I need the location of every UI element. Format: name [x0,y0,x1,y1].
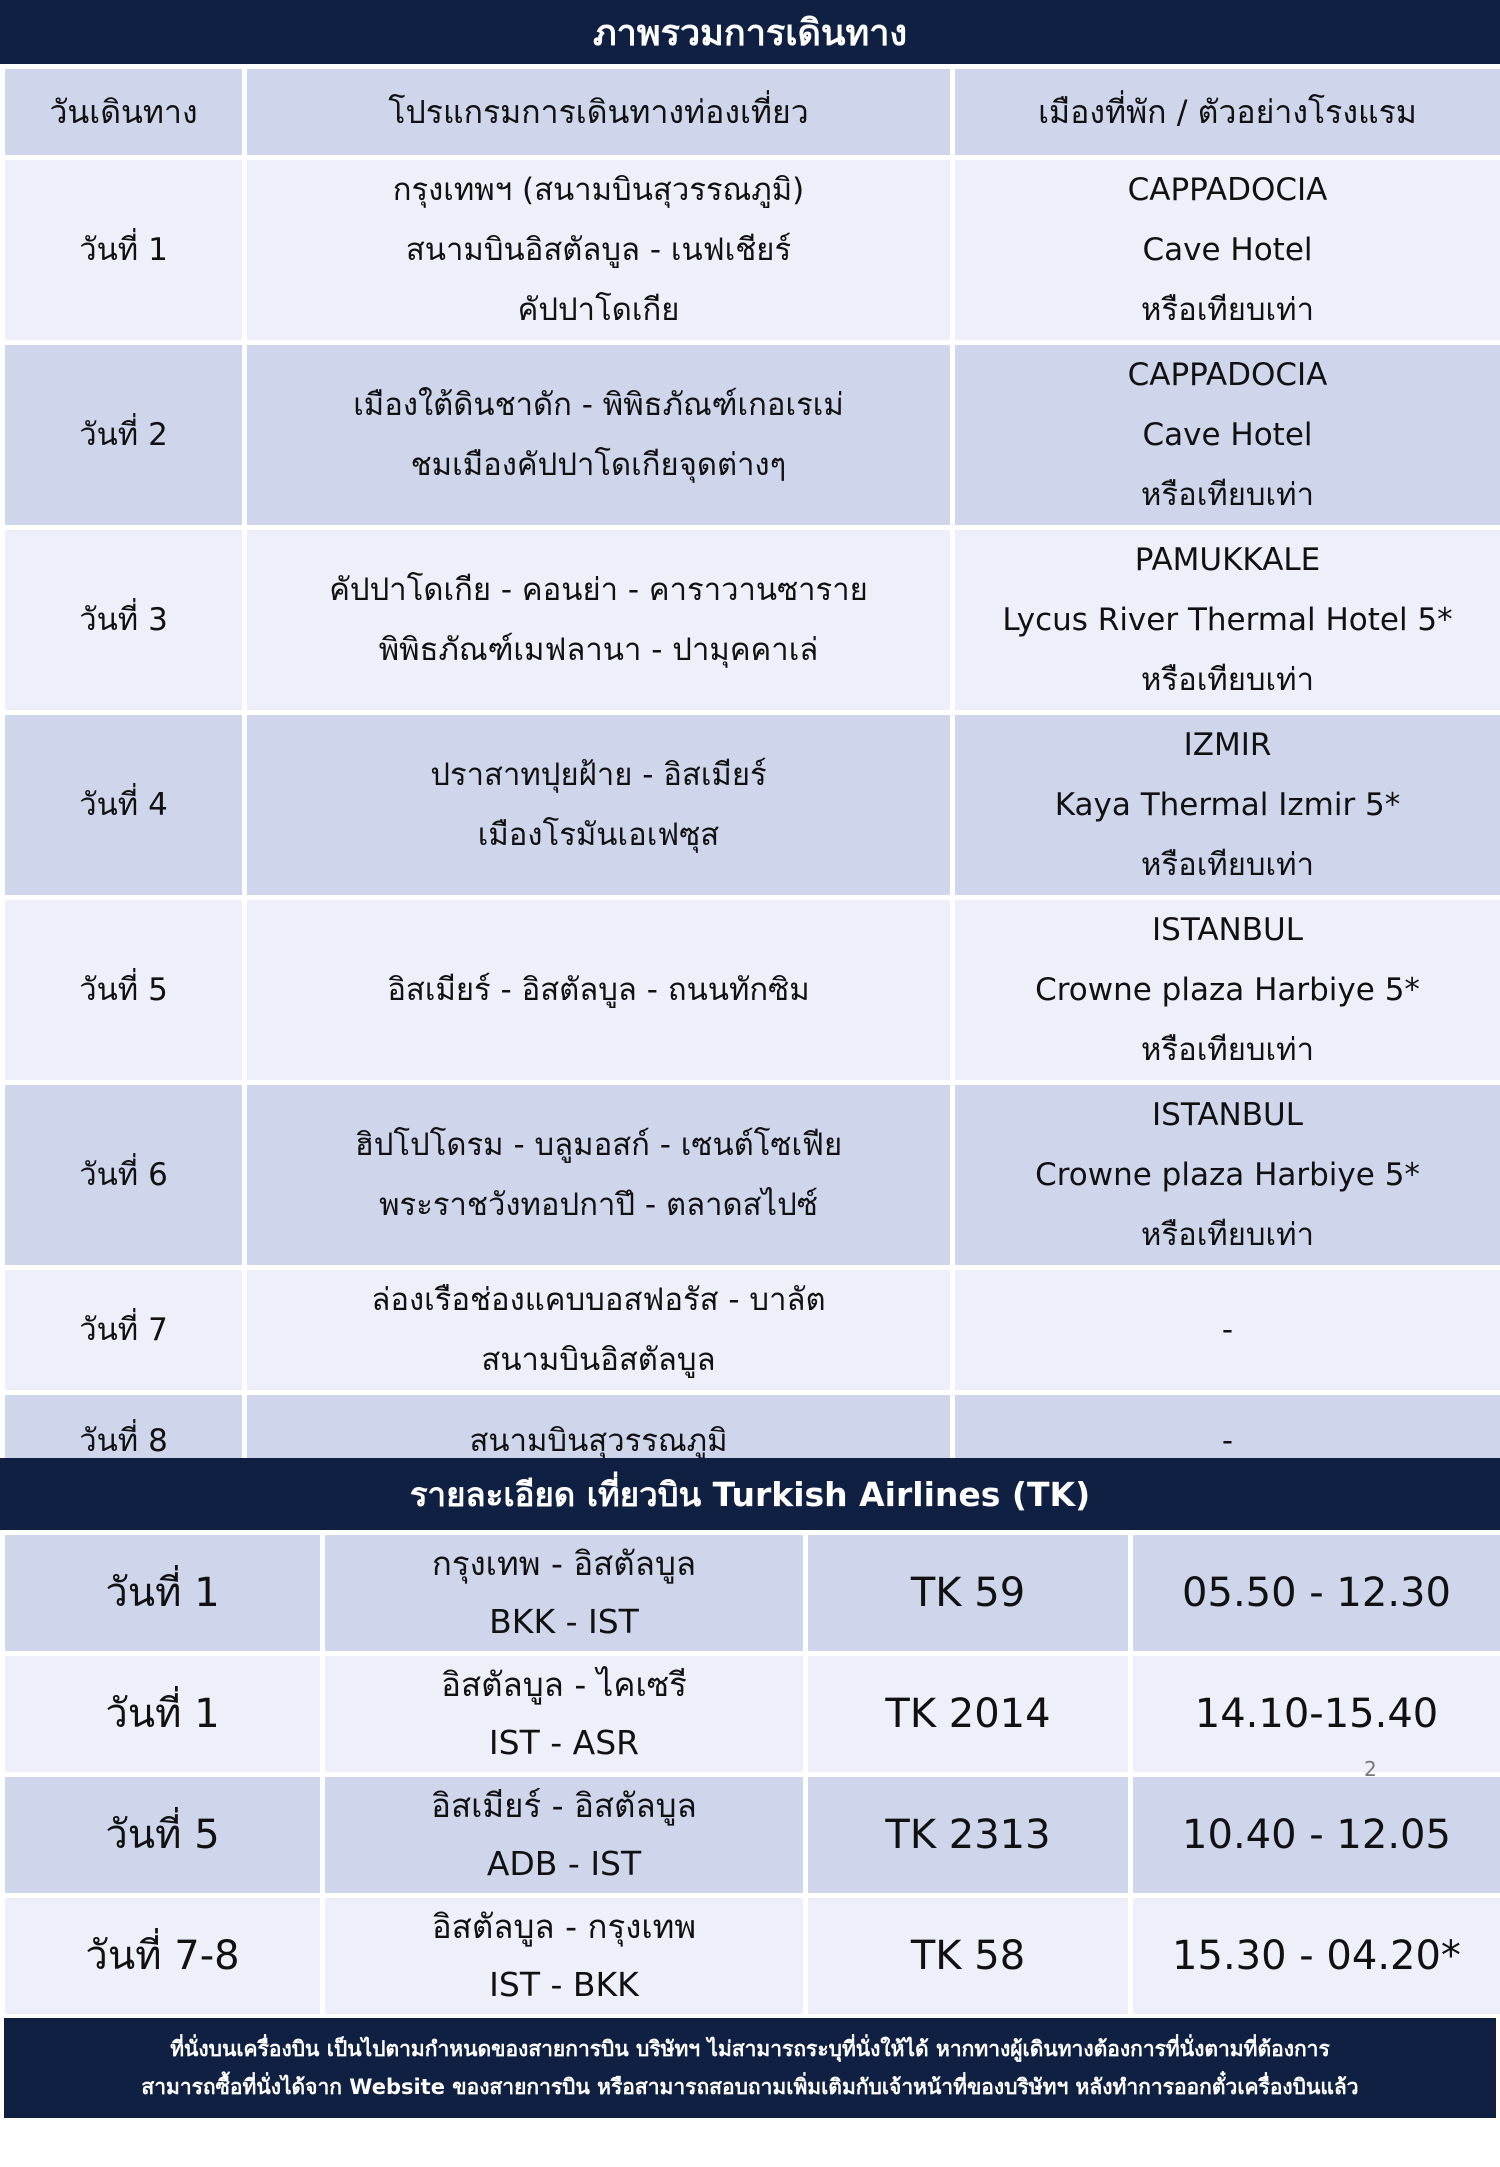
day-cell: วันที่ 7 [3,1268,245,1393]
program-cell [245,343,953,528]
hotel-equivalent: หรือเทียบเท่า [1140,1217,1314,1253]
flight-time: 15.30 - 04.20* [1131,1896,1500,2017]
hotel-city: ISTANBUL [1152,1097,1303,1133]
program-line: สนามบินสุวรรณภูมิ [469,1422,728,1459]
program-line: อิสเมียร์ - อิสตัลบูล - ถนนทักซิม [387,972,810,1008]
program-line: พิพิธภัณฑ์เมฟลานา - ปามุคคาเล่ [378,632,819,668]
flight-table [0,1530,1500,2019]
hotel-equivalent: หรือเทียบเท่า [1140,662,1314,698]
itinerary-table [0,64,1500,1491]
hotel-cell [953,158,1500,343]
program-line: คัปปาโดเกีย [517,292,680,328]
hotel-cell [953,1268,1500,1393]
flight-route [323,1533,806,1654]
route-codes: IST - ASR [488,1723,640,1762]
flight-row [3,1533,1500,1654]
program-line: ชมเมืองคัปปาโดเกียจุดต่างๆ [410,447,787,483]
hotel-city: CAPPADOCIA [1127,172,1328,208]
program-line: คัปปาโดเกีย - คอนย่า - คาราวานซาราย [329,572,868,608]
hotel-cell [953,528,1500,713]
hotel-none: - [1221,1312,1234,1348]
route-cities: อิสตัลบูล - กรุงเทพ [431,1907,697,1946]
hotel-equivalent: หรือเทียบเท่า [1140,477,1314,513]
flight-details-title: รายละเอียด เที่ยวบิน Turkish Airlines (TK) [0,1458,1500,1530]
hotel-name: Crowne plaza Harbiye 5* [1035,1157,1420,1193]
itinerary-row [3,528,1500,713]
itinerary-row [3,1083,1500,1268]
hotel-city: PAMUKKALE [1134,542,1321,578]
flight-time: 10.40 - 12.05 [1131,1775,1500,1896]
flight-day: วันที่ 1 [3,1533,323,1654]
program-line: เมืองใต้ดินชาดัก - พิพิธภัณฑ์เกอเรเม่ [353,387,844,423]
hotel-city: ISTANBUL [1152,912,1303,948]
day-cell: วันที่ 3 [3,528,245,713]
itinerary-row [3,158,1500,343]
flight-row [3,1896,1500,2017]
flight-number: TK 58 [806,1896,1131,2017]
flight-row [3,1654,1500,1775]
flight-number: TK 2313 [806,1775,1131,1896]
hotel-cell [953,343,1500,528]
itinerary-header-row [3,67,1500,158]
hotel-cell [953,898,1500,1083]
program-line: สนามบินอิสตัลบูล - เนฟเชียร์ [405,232,792,268]
flight-number: TK 59 [806,1533,1131,1654]
route-cities: กรุงเทพ - อิสตัลบูล [431,1544,697,1583]
flight-time: 05.50 - 12.30 [1131,1533,1500,1654]
flight-row [3,1775,1500,1896]
program-cell [245,528,953,713]
flight-route [323,1896,806,2017]
route-cities: อิสเมียร์ - อิสตัลบูล [431,1786,697,1825]
route-codes: IST - BKK [489,1965,639,2004]
day-cell: วันที่ 4 [3,713,245,898]
hotel-equivalent: หรือเทียบเท่า [1140,292,1314,328]
seat-notice [4,2018,1496,2118]
hotel-equivalent: หรือเทียบเท่า [1140,847,1314,883]
program-line: เมืองโรมันเอเฟซุส [477,817,720,853]
program-cell [245,898,953,1083]
hotel-name: Kaya Thermal Izmir 5* [1054,787,1401,823]
flight-route [323,1775,806,1896]
seat-notice-line: สามารถซื้อที่นั่งได้จาก Website ของสายการบิน หรือสามารถสอบถามเพิ่มเติมกับเจ้าหน้าที่ของบริษัทฯ หลังทำการออกตั๋วเครื่องบินแล้ว [141,2075,1359,2099]
program-line: ปราสาทปุยฝ้าย - อิสเมียร์ [430,757,767,793]
flight-route [323,1654,806,1775]
hotel-name: Crowne plaza Harbiye 5* [1035,972,1420,1008]
header-travel-day: วันเดินทาง [3,67,245,158]
program-cell [245,713,953,898]
flight-number: TK 2014 [806,1654,1131,1775]
itinerary-row [3,898,1500,1083]
hotel-equivalent: หรือเทียบเท่า [1140,1032,1314,1068]
day-cell: วันที่ 1 [3,158,245,343]
program-line: ฮิปโปโดรม - บลูมอสก์ - เซนต์โซเฟีย [354,1127,843,1163]
day-cell: วันที่ 6 [3,1083,245,1268]
route-codes: BKK - IST [489,1602,639,1641]
program-line: กรุงเทพฯ (สนามบินสุวรรณภูมิ) [392,172,805,208]
header-hotel: เมืองที่พัก / ตัวอย่างโรงแรม [953,67,1500,158]
program-cell [245,158,953,343]
program-cell [245,1083,953,1268]
page-number: 2 [1364,1757,1377,1781]
hotel-cell [953,1083,1500,1268]
seat-notice-line: ที่นั่งบนเครื่องบิน เป็นไปตามกำหนดของสายการบิน บริษัทฯ ไม่สามารถระบุที่นั่งให้ได้ หากทางผู้เดินทางต้องการที่นั่งตามที่ต้องการ [170,2037,1330,2061]
flight-day: วันที่ 1 [3,1654,323,1775]
program-line: ล่องเรือช่องแคบบอสฟอรัส - บาลัต [371,1282,826,1318]
header-program: โปรแกรมการเดินทางท่องเที่ยว [245,67,953,158]
day-cell: วันที่ 2 [3,343,245,528]
program-line: สนามบินอิสตัลบูล [481,1342,716,1378]
hotel-name: Cave Hotel [1142,417,1313,453]
program-line: พระราชวังทอปกาปึ - ตลาดสไปซ์ [379,1187,818,1223]
hotel-city: IZMIR [1183,727,1272,763]
day-cell: วันที่ 8 [3,1393,245,1489]
hotel-city: CAPPADOCIA [1127,357,1328,393]
route-cities: อิสตัลบูล - ไคเซรี [441,1665,687,1704]
itinerary-row [3,343,1500,528]
itinerary-title: ภาพรวมการเดินทาง [0,0,1500,64]
flight-time: 14.10-15.40 [1131,1654,1500,1775]
hotel-cell [953,713,1500,898]
hotel-none: - [1221,1422,1234,1459]
flight-day: วันที่ 7-8 [3,1896,323,2017]
day-cell: วันที่ 5 [3,898,245,1083]
itinerary-row [3,1268,1500,1393]
flight-day: วันที่ 5 [3,1775,323,1896]
hotel-name: Cave Hotel [1142,232,1313,268]
itinerary-row [3,713,1500,898]
route-codes: ADB - IST [486,1844,642,1883]
hotel-name: Lycus River Thermal Hotel 5* [1002,602,1453,638]
program-cell [245,1268,953,1393]
